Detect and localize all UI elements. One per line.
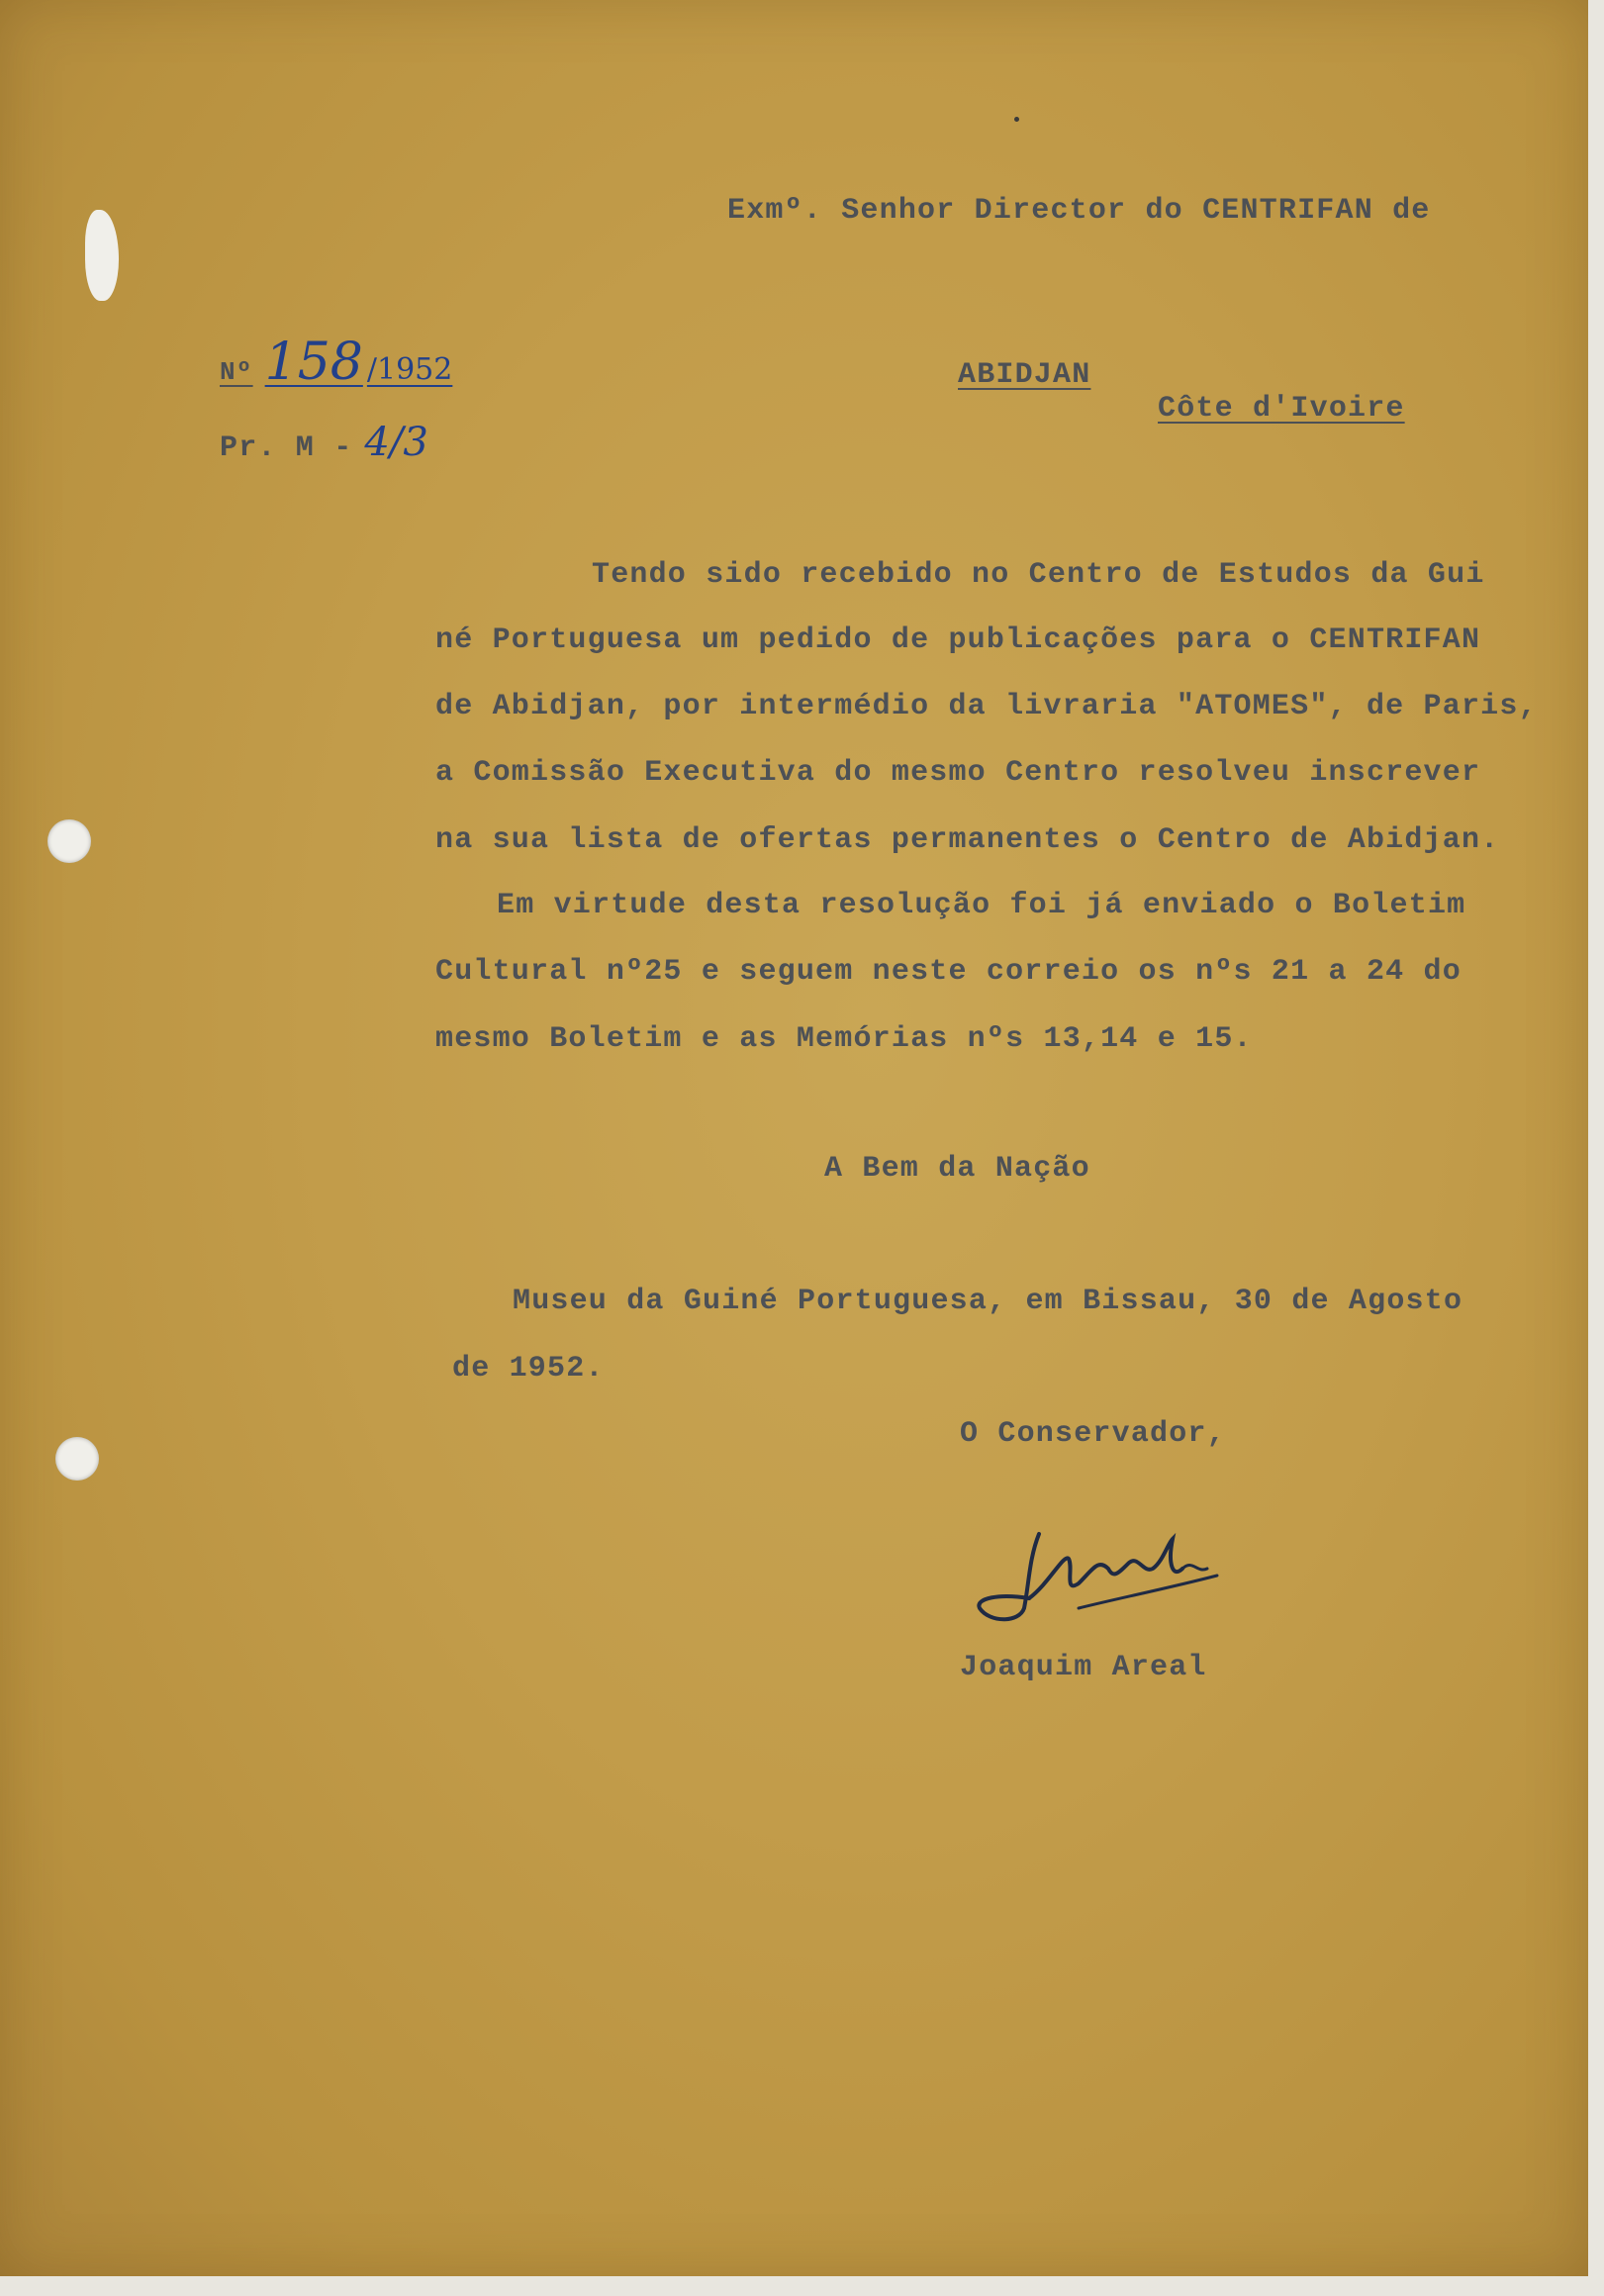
signatory-role: O Conservador, — [960, 1417, 1226, 1451]
ink-speck — [1014, 117, 1019, 122]
punch-hole-top — [47, 819, 91, 863]
country-line: Côte d'Ivoire — [1158, 392, 1405, 426]
body-line-2: né Portuguesa um pedido de publicações para o CENTRIFAN — [435, 623, 1481, 657]
body-line-1: Tendo sido recebido no Centro de Estudos da Gui — [592, 558, 1485, 592]
place-date-line-1: Museu da Guiné Portuguesa, em Bissau, 30 de Agosto — [513, 1285, 1463, 1318]
addressee-line: Exmº. Senhor Director do CENTRIFAN de — [727, 194, 1431, 228]
reference-number-year: /1952 — [366, 352, 453, 387]
signatory-name: Joaquim Areal — [960, 1651, 1207, 1684]
body-line-5: na sua lista de ofertas permanentes o Centro de Abidjan. — [435, 823, 1500, 857]
body-line-3: de Abidjan, por intermédio da livraria "ATOMES", de Paris, — [435, 690, 1538, 723]
body-line-6: Em virtude desta resolução foi já enviado o Boletim — [497, 889, 1466, 922]
reference-number — [220, 333, 452, 392]
place-date-line-2: de 1952. — [452, 1352, 605, 1386]
reference-number-prefix: Nº — [220, 357, 253, 387]
process-reference — [220, 420, 428, 465]
process-reference-prefix: Pr. M - — [220, 431, 353, 465]
body-line-7: Cultural nº25 e seguem neste correio os nºs 21 a 24 do — [435, 955, 1462, 989]
punch-hole-bottom — [55, 1437, 99, 1481]
city-line: ABIDJAN — [958, 358, 1091, 392]
handwritten-signature — [970, 1514, 1237, 1633]
salutation: A Bem da Nação — [824, 1152, 1090, 1186]
process-reference-handwritten: 4/3 — [364, 420, 428, 465]
body-line-4: a Comissão Executiva do mesmo Centro resolveu inscrever — [435, 756, 1481, 790]
paper-tear — [85, 210, 119, 301]
reference-number-handwritten: 158 — [264, 333, 363, 392]
body-line-8: mesmo Boletim e as Memórias nºs 13,14 e 15. — [435, 1022, 1253, 1056]
